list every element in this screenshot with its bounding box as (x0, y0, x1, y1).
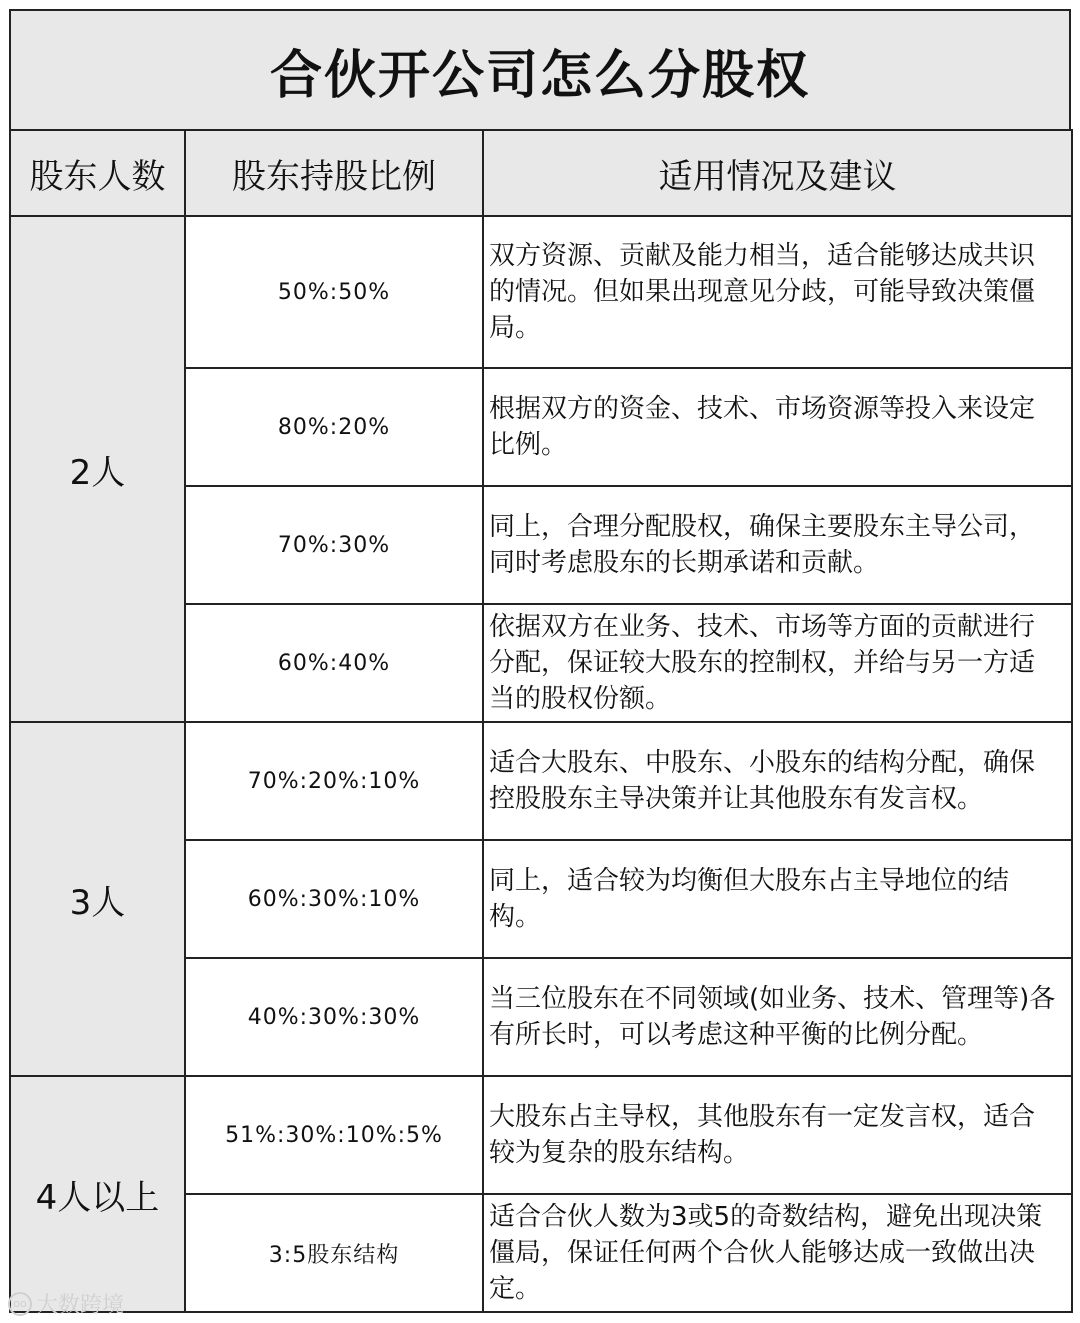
table-row (10, 722, 1072, 840)
advice-cell: 同上，适合较为均衡但大股东占主导地位的结构。 (483, 840, 1072, 958)
ratio-cell: 60%:40% (185, 604, 483, 722)
advice-cell: 当三位股东在不同领域(如业务、技术、管理等)各有所长时，可以考虑这种平衡的比例分配。 (483, 958, 1072, 1076)
watermark-text: 大数跨境 (36, 1293, 125, 1318)
ratio-cell: 51%:30%:10%:5% (185, 1076, 483, 1194)
advice-cell: 双方资源、贡献及能力相当，适合能够达成共识的情况。但如果出现意见分歧，可能导致决策僵局。 (483, 216, 1072, 368)
ratio-cell: 3:5股东结构 (185, 1194, 483, 1312)
table-row (10, 1076, 1072, 1194)
ratio-cell: 70%:20%:10% (185, 722, 483, 840)
ratio-cell: 70%:30% (185, 486, 483, 604)
advice-cell: 适合合伙人数为3或5的奇数结构，避免出现决策僵局，保证任何两个合伙人能够达成一致做出决定。 (483, 1194, 1072, 1312)
table-row (10, 216, 1072, 368)
header-count: 股东人数 (10, 130, 185, 216)
header-ratio: 股东持股比例 (185, 130, 483, 216)
ratio-cell: 80%:20% (185, 368, 483, 486)
shareholder-count-cell: 2人 (10, 216, 185, 722)
title-bar (9, 9, 1071, 129)
watermark (8, 1288, 124, 1319)
ratio-cell: 60%:30%:10% (185, 840, 483, 958)
ratio-cell: 50%:50% (185, 216, 483, 368)
ratio-cell: 40%:30%:30% (185, 958, 483, 1076)
header-advice: 适用情况及建议 (483, 130, 1072, 216)
advice-cell: 同上，合理分配股权，确保主要股东主导公司，同时考虑股东的长期承诺和贡献。 (483, 486, 1072, 604)
page-title: 合伙开公司怎么分股权 (269, 45, 810, 106)
header-row (10, 130, 1072, 216)
advice-cell: 大股东占主导权，其他股东有一定发言权，适合较为复杂的股东结构。 (483, 1076, 1072, 1194)
equity-table-sheet (9, 9, 1071, 1313)
advice-cell: 适合大股东、中股东、小股东的结构分配，确保控股股东主导决策并让其他股东有发言权。 (483, 722, 1072, 840)
advice-cell: 根据双方的资金、技术、市场资源等投入来设定比例。 (483, 368, 1072, 486)
advice-cell: 依据双方在业务、技术、市场等方面的贡献进行分配，保证较大股东的控制权，并给与另一方适当的股权份额。 (483, 604, 1072, 722)
shareholder-count-cell: 3人 (10, 722, 185, 1076)
shareholder-count-cell: 4人以上 (10, 1076, 185, 1312)
equity-table (9, 129, 1073, 1313)
watermark-logo-icon: oo (8, 1292, 32, 1316)
